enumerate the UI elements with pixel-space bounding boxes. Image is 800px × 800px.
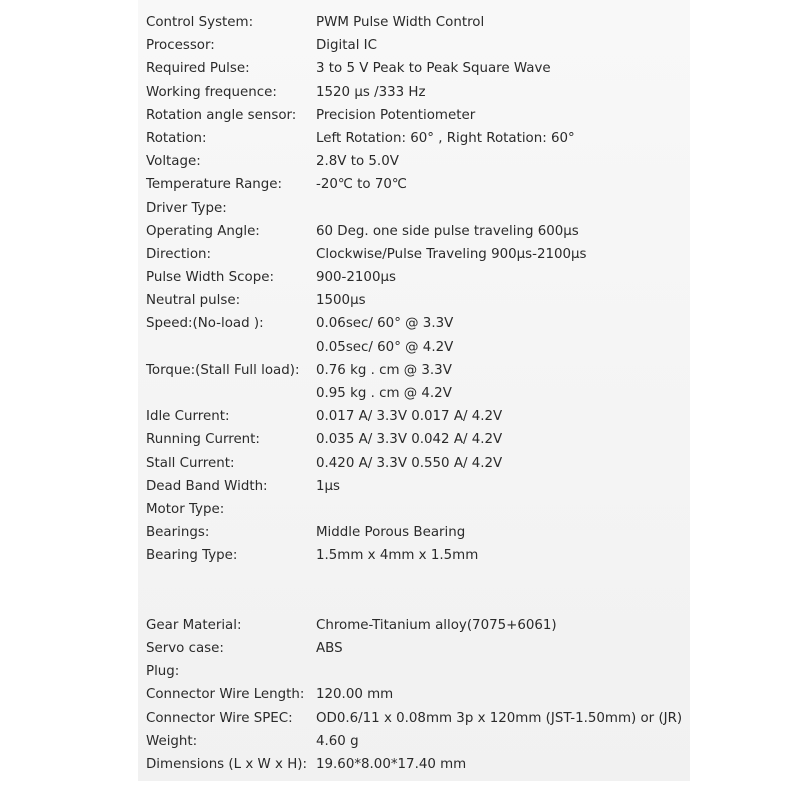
spec-label: Direction:	[146, 246, 212, 262]
spec-label: Temperature Range:	[146, 177, 283, 193]
spec-label: Motor Type:	[146, 501, 225, 517]
spec-label: Processor:	[146, 38, 215, 54]
spec-label: Weight:	[146, 733, 198, 749]
spec-label: Dead Band Width:	[146, 478, 268, 494]
spec-label: Plug:	[146, 664, 180, 680]
spec-label: Working frequence:	[146, 84, 277, 100]
spec-value: 0.035 A/ 3.3V 0.042 A/ 4.2V	[316, 432, 503, 448]
spec-value: 1µs	[316, 478, 341, 494]
spec-value: Chrome-Titanium alloy(7075+6061)	[316, 617, 557, 633]
spec-label: Control System:	[146, 15, 254, 30]
spec-label: Driver Type:	[146, 200, 227, 216]
spec-label: Operating Angle:	[146, 223, 260, 239]
spec-label: Bearings:	[146, 525, 210, 541]
spec-value: 0.76 kg . cm @ 3.3V	[316, 362, 452, 378]
spec-label: Pulse Width Scope:	[146, 270, 274, 286]
spec-label: Servo case:	[146, 641, 224, 657]
spec-label: Voltage:	[146, 154, 201, 170]
spec-label: Bearing Type:	[146, 548, 238, 564]
spec-value: 2.8V to 5.0V	[316, 154, 399, 170]
spec-value: 60 Deg. one side pulse traveling 600µs	[316, 223, 579, 239]
spec-label: Connector Wire Length:	[146, 687, 305, 703]
spec-value: -20℃ to 70℃	[316, 177, 407, 193]
spec-label: Required Pulse:	[146, 61, 250, 77]
spec-label: Idle Current:	[146, 409, 230, 425]
spec-value: 900-2100µs	[316, 270, 396, 286]
spec-value: 3 to 5 V Peak to Peak Square Wave	[316, 61, 551, 77]
spec-value: ABS	[316, 641, 343, 657]
spec-label: Rotation:	[146, 130, 207, 146]
spec-value: Left Rotation: 60° , Right Rotation: 60°	[316, 130, 575, 146]
spec-value: 120.00 mm	[316, 687, 394, 703]
spec-value: 1520 µs /333 Hz	[316, 84, 426, 100]
spec-value: Middle Porous Bearing	[316, 525, 466, 541]
spec-label: Neutral pulse:	[146, 293, 241, 309]
spec-value: OD0.6/11 x 0.08mm 3p x 120mm (JST-1.50mm) or (JR)	[316, 710, 683, 726]
spec-label: Torque:(Stall Full load):	[146, 362, 300, 378]
spec-value: 0.95 kg . cm @ 4.2V	[316, 386, 452, 401]
spec-label: Gear Material:	[146, 617, 242, 633]
spec-value: 4.60 g	[316, 733, 359, 749]
spec-label: Speed:(No-load ):	[146, 316, 264, 332]
spec-label: Rotation angle sensor:	[146, 107, 297, 123]
spec-value: 0.05sec/ 60° @ 4.2V	[316, 339, 454, 355]
spec-label: Dimensions (L x W x H):	[146, 757, 308, 773]
spec-label: Connector Wire SPEC:	[146, 710, 293, 726]
spec-value: 0.420 A/ 3.3V 0.550 A/ 4.2V	[316, 455, 503, 471]
spec-value: 1.5mm x 4mm x 1.5mm	[316, 548, 479, 564]
spec-value: PWM Pulse Width Control	[316, 15, 485, 30]
spec-label: Running Current:	[146, 432, 260, 448]
spec-value: 0.06sec/ 60° @ 3.3V	[316, 316, 454, 332]
spec-label: Stall Current:	[146, 455, 235, 471]
spec-value: Clockwise/Pulse Traveling 900µs-2100µs	[316, 246, 587, 262]
spec-value: Precision Potentiometer	[316, 107, 476, 123]
spec-value: 1500µs	[316, 293, 366, 309]
spec-value: 0.017 A/ 3.3V 0.017 A/ 4.2V	[316, 409, 503, 425]
spec-value: 19.60*8.00*17.40 mm	[316, 757, 467, 773]
spec-value: Digital IC	[316, 38, 377, 54]
